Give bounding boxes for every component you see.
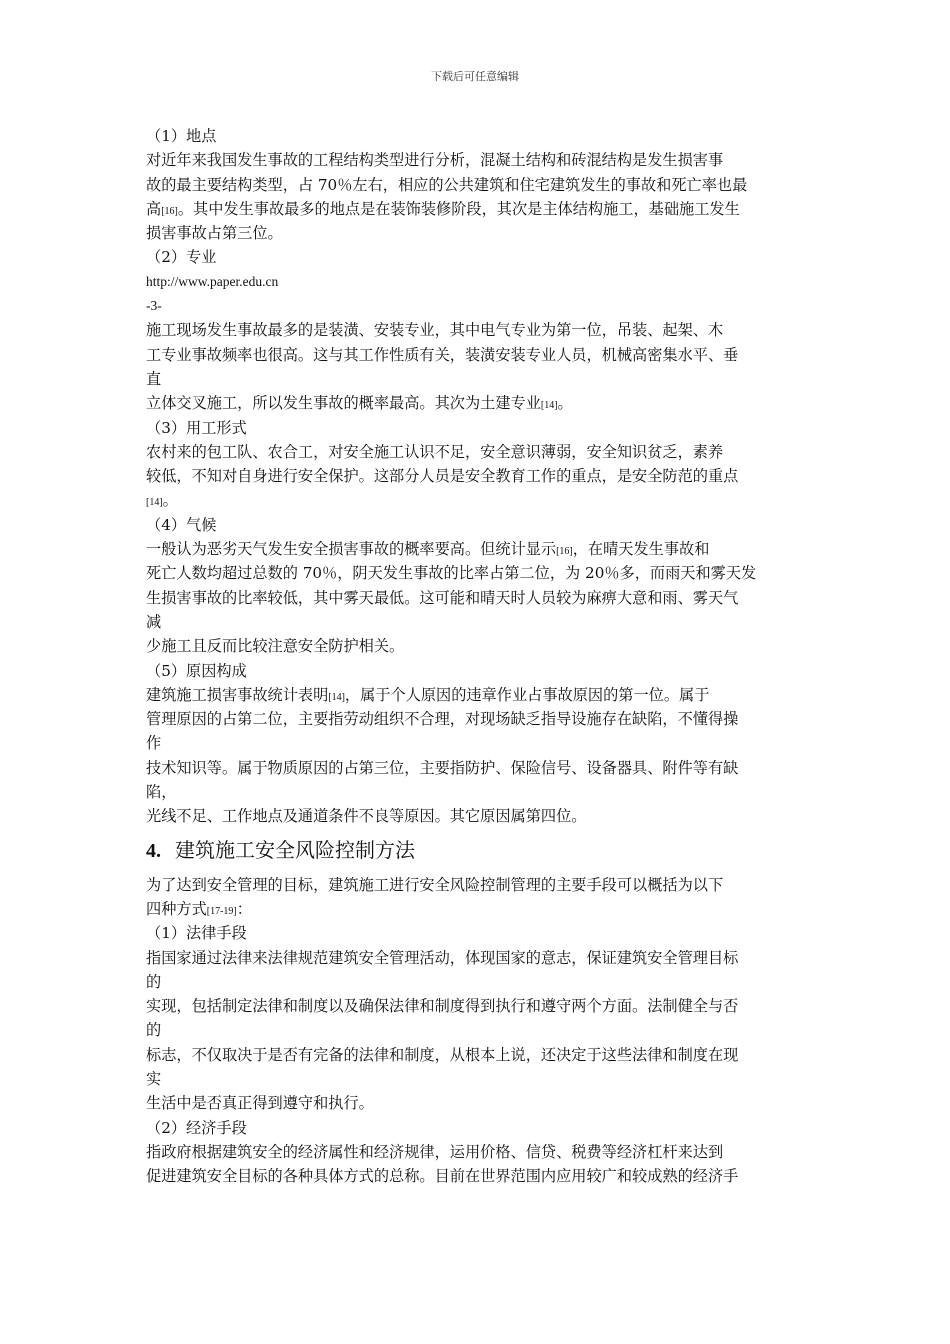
text-line: 促进建筑安全目标的各种具体方式的总称。目前在世界范围内应用较广和较成熟的经济手 [146,1167,739,1186]
text-line: 管理原因的占第二位，主要指劳动组织不合理，对现场缺乏指导设施存在缺陷，不懂得操 [146,710,739,729]
text-line: （1）法律手段 [146,924,247,943]
text-line: 光线不足、工作地点及通道条件不良等原因。其它原因属第四位。 [146,807,587,826]
citation-ref: [16] [161,205,178,217]
text-line: 少施工且反而比较注意安全防护相关。 [146,637,405,656]
text-segment: 立体交叉施工，所以发生事故的概率最高。其次为土建专业 [146,394,541,413]
text-segment: ，属于个人原因的违章作业占事故原因的第一位。属于 [344,685,710,704]
citation-ref: [14] [540,400,558,412]
text-line [146,391,811,415]
citation-ref: [16] [556,546,573,558]
text-segment: 。其中发生事故最多的地点是在装饰装修阶段，其次是主体结构施工，基础施工发生 [177,199,740,218]
text-segment: 一般认为恶劣天气发生安全损害事故的概率要高。但统计显示 [146,540,557,559]
text-line: 标志，不仅取决于是否有完备的法律和制度，从根本上说，还决定于这些法律和制度在现 [146,1045,739,1064]
page-marker-line: -3- [146,298,162,314]
text-line: 较低，不知对自身进行安全保护。这部分人员是安全教育工作的重点，是安全防范的重点 [146,467,739,486]
text-line: （5）原因构成 [146,661,247,680]
text-line: 指政府根据建筑安全的经济属性和经济规律，运用价格、信贷、税费等经济杠杆来达到 [146,1142,724,1161]
text-segment: 建筑施工损害事故统计表明 [146,685,329,704]
citation-ref: [14] [328,691,345,703]
citation-ref: [17-19] [206,905,237,917]
document-body [146,124,811,1188]
text-segment: 。 [162,491,178,510]
text-line: 实现，包括制定法律和制度以及确保法律和制度得到执行和遵守两个方面。法制健全与否 [146,997,739,1016]
text-line: 对近年来我国发生事故的工程结构类型进行分析，混凝土结构和砖混结构是发生损害事 [146,151,724,170]
text-line: 为了达到安全管理的目标，建筑施工进行安全风险控制管理的主要手段可以概括为以下 [146,875,724,894]
text-segment: 。 [557,394,573,413]
text-segment: 高 [146,199,162,218]
text-segment: ，在晴天发生事故和 [572,540,710,559]
text-line: （2）经济手段 [146,1118,247,1137]
text-line: 的 [146,972,162,991]
text-line: 直 [146,369,162,388]
text-line: 减 [146,612,162,631]
text-line: 损害事故占第三位。 [146,224,283,243]
text-segment: 四种方式 [146,899,207,918]
text-line [146,683,811,707]
page-marker-line: http://www.paper.edu.cn [146,273,279,289]
text-line [146,537,811,561]
section-title: 建筑施工安全风险控制方法 [175,837,415,862]
text-line: 死亡人数均超过总数的 70％，阴天发生事故的比率占第二位，为 20％多，而雨天和雾天发 [146,564,757,583]
text-line: 农村来的包工队、农合工，对安全施工认识不足，安全意识薄弱，安全知识贫乏，素养 [146,442,724,461]
text-line: 指国家通过法律来法律规范建筑安全管理活动，体现国家的意志，保证建筑安全管理目标 [146,948,739,967]
text-line: 施工现场发生事故最多的是装潢、安装专业，其中电气专业为第一位，吊装、起架、木 [146,321,724,340]
text-line: 作 [146,734,162,753]
text-line: 生活中是否真正得到遵守和执行。 [146,1094,374,1113]
text-line [146,488,811,512]
text-line: 技术知识等。属于物质原因的占第三位，主要指防护、保险信号、设备器具、附件等有缺 [146,758,739,777]
text-line: 实 [146,1069,162,1088]
text-line: 的 [146,1021,162,1040]
text-segment: ： [236,899,252,918]
section-number: 4. [146,839,161,862]
text-line: 陷， [146,783,177,802]
text-line: （3）用工形式 [146,418,247,437]
text-line: （4）气候 [146,515,217,534]
text-line [146,897,811,921]
text-line [146,197,811,221]
text-line: 工专业事故频率也很高。这与其工作性质有关，装潢安装专业人员，机械高密集水平、垂 [146,345,739,364]
text-line: 故的最主要结构类型，占 70％左右，相应的公共建筑和住宅建筑发生的事故和死亡率也最 [146,175,748,194]
section-heading [146,829,811,873]
citation-ref: [14] [146,497,163,509]
page-header: 下载后可任意编辑 [431,70,519,83]
text-line: （1）地点 [146,127,217,145]
text-line: 生损害事故的比率较低，其中雾天最低。这可能和晴天时人员较为麻痹大意和雨、雾天气 [146,588,739,607]
text-line: （2）专业 [146,248,217,267]
